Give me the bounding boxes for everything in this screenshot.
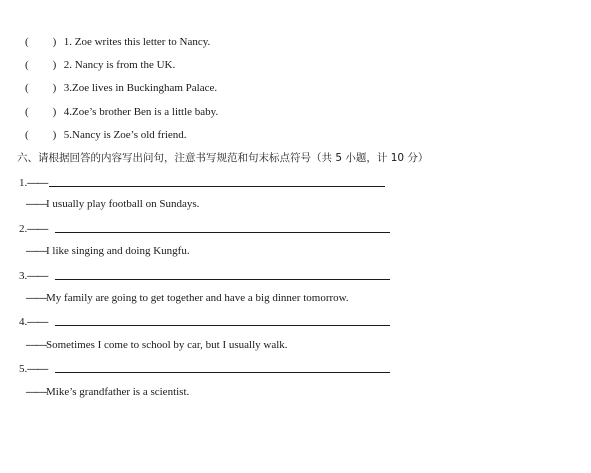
statement-text: 4.Zoe’s brother Ben is a little baby. — [63, 106, 219, 118]
question-number: 4. — [19, 316, 28, 328]
answer-text: Mike’s grandfather is a scientist. — [46, 386, 190, 398]
answer-text: I usually play football on Sundays. — [46, 198, 200, 210]
question-dash: —— — [27, 316, 48, 328]
question-2 — [19, 222, 47, 236]
question-1-blank[interactable] — [49, 186, 385, 187]
question-3-blank[interactable] — [55, 279, 390, 280]
question-number: 2. — [19, 223, 28, 235]
answer-paren[interactable]: ( ) — [25, 106, 57, 118]
question-number: 3. — [19, 270, 28, 282]
question-2-blank[interactable] — [55, 232, 390, 233]
answer-5 — [26, 385, 189, 399]
answer-dash: —— — [26, 245, 46, 257]
answer-paren[interactable]: ( ) — [25, 59, 57, 71]
answer-4 — [26, 338, 288, 352]
tf-item-4 — [25, 105, 218, 119]
question-dash: —— — [27, 270, 48, 282]
answer-paren[interactable]: ( ) — [25, 129, 57, 141]
section-title: 六、请根据回答的内容写出问句，注意书写规范和句末标点符号（共 5 小题，计 10 分） — [17, 152, 429, 164]
answer-text: My family are going to get together and have a big dinner tomorrow. — [46, 292, 349, 304]
tf-item-5 — [25, 128, 187, 142]
question-dash: —— — [27, 223, 48, 235]
answer-paren[interactable]: ( ) — [25, 82, 57, 94]
question-5-blank[interactable] — [55, 372, 390, 373]
answer-dash: —— — [26, 292, 46, 304]
answer-text: Sometimes I come to school by car, but I usually walk. — [46, 339, 288, 351]
statement-text: 2. Nancy is from the UK. — [63, 59, 176, 71]
question-dash: —— — [27, 363, 48, 375]
tf-item-1 — [25, 35, 210, 49]
statement-text: 1. Zoe writes this letter to Nancy. — [63, 36, 211, 48]
question-dash: —— — [27, 177, 48, 189]
question-5 — [19, 362, 47, 376]
statement-text: 5.Nancy is Zoe’s old friend. — [63, 129, 187, 141]
answer-1 — [26, 197, 199, 211]
answer-3 — [26, 291, 349, 305]
statement-text: 3.Zoe lives in Buckingham Palace. — [63, 82, 218, 94]
question-3 — [19, 269, 47, 283]
answer-2 — [26, 244, 190, 258]
answer-dash: —— — [26, 198, 46, 210]
answer-text: I like singing and doing Kungfu. — [46, 245, 190, 257]
question-1 — [19, 176, 47, 190]
tf-item-3 — [25, 81, 217, 95]
question-number: 5. — [19, 363, 28, 375]
question-number: 1. — [19, 177, 28, 189]
answer-dash: —— — [26, 339, 46, 351]
answer-paren[interactable]: ( ) — [25, 36, 57, 48]
tf-item-2 — [25, 58, 175, 72]
question-4 — [19, 315, 47, 329]
answer-dash: —— — [26, 386, 46, 398]
question-4-blank[interactable] — [55, 325, 390, 326]
